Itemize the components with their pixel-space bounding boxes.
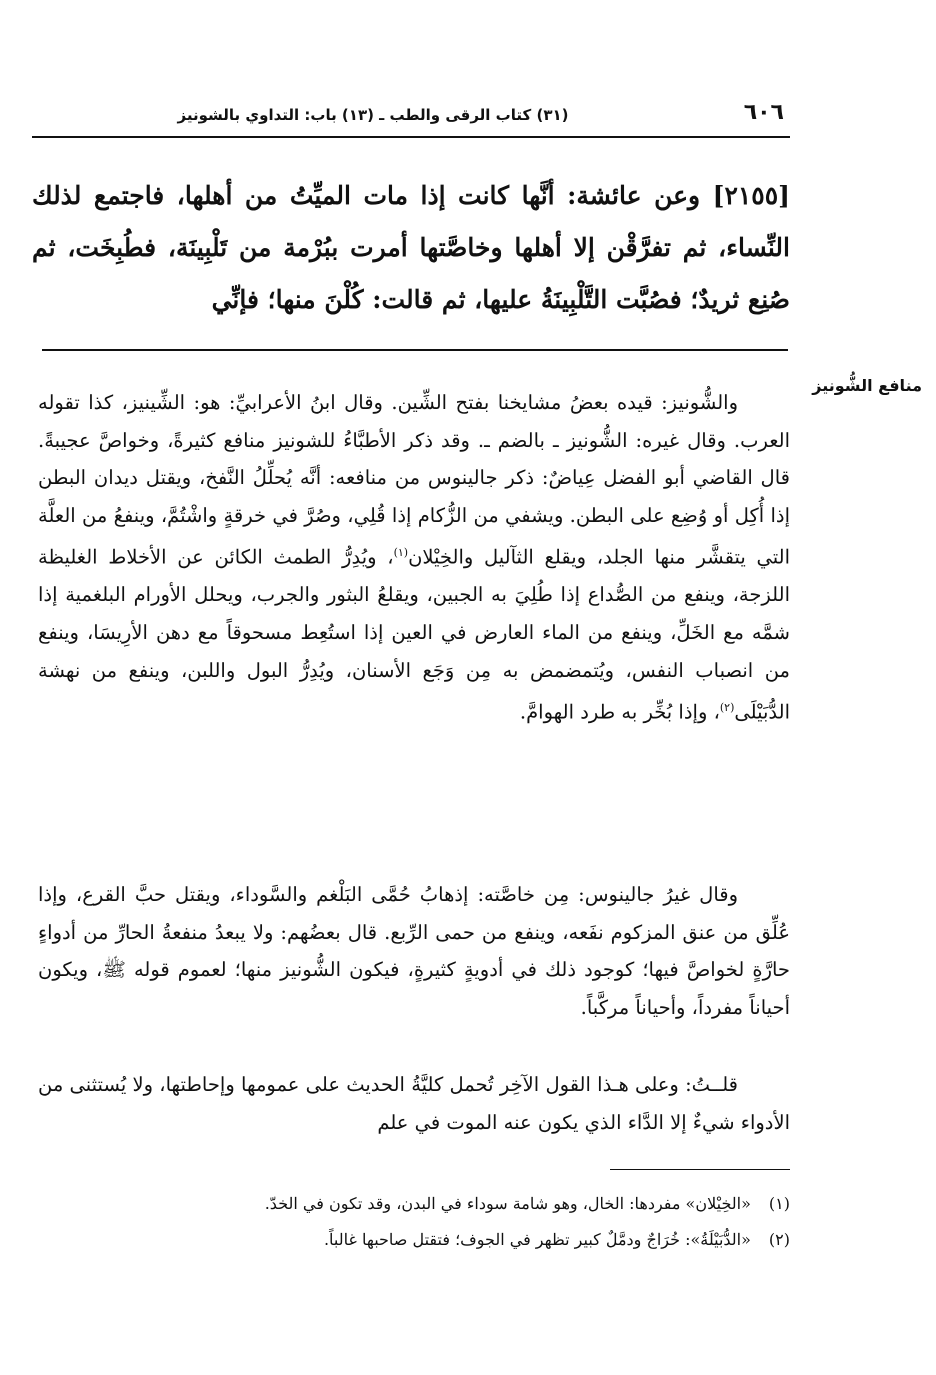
footnote-number: (١) (768, 1194, 790, 1213)
running-title: (٣١) كتاب الرقى والطب ـ (١٣) باب: التداوي بالشونيز (177, 106, 569, 124)
footnote-number: (٢) (768, 1230, 790, 1249)
commentary-paragraph-2: وقال غيرُ جالينوس: مِن خاصَّته: إذهابُ حُمَّى البَلْغم والسَّوداء، ويقتل حبَّ القرع، وإذا عُلِّق من عنق المزكوم نفَعه، وينفع من حمى الرِّبع. قال بعضُهم: ولا يبعدُ منفعةُ الحارِّ من أدواءٍ حارَّةٍ لخواصَّ فيها؛ كوجود ذلك في أدويةٍ كثيرةٍ، فيكون الشُّونيز منها؛ لعموم قوله ﷺ، ويكون أحياناً مفرداً، وأحياناً مركَّباً. (38, 883, 790, 1019)
commentary-text: والشُّونيز: قيده بعضُ مشايخنا بفتح الشِّين. وقال ابنُ الأعرابيِّ: هو: الشِّينيز، كذا تقوله العرب. وقال غيره: الشُّونيز ـ بالضم ـ. وقد ذكر الأطبَّاءُ للشونيز منافع كثيرةً، وخواصَّ عجيبةً. قال القاضي أبو الفضل عِياضٌ: ذكر جالينوس من منافعه: أنَّه يُحلِّلُ النَّفخ، ويقتل ديدان البطن إذا أُكِل أو وُضِع على البطن. ويشفي من الزُّكام إذا قُلِي، وصُرَّ في خرقةٍ واشْتُمَّ، وينفعُ من العلَّة التي يتقشَّر منها الجلد، ويقلع الثآليل والخِيْلان (38, 391, 790, 569)
footnote-text: «الخِيْلان» مفردها: الخال، وهو شامة سوداء في البدن، وقد تكون في الخدّ. (264, 1194, 751, 1213)
header-rule (32, 136, 790, 138)
commentary-paragraph-1 (38, 384, 790, 731)
commentary-text: ، وإذا بُخِّر به طرد الهوامَّ. (519, 700, 720, 724)
hadith-text: [٢١٥٥] وعن عائشة: أنَّها كانت إذا مات الميِّتُ من أهلها، فاجتمع لذلك النِّساء، ثم تفرَّقْن إلا أهلها وخاصَّتها أمرت ببُرْمة من تَلْبِينَة، فطُبِخَت، ثم صُنِع ثريدٌ؛ فصُبَّت التَّلْبِينَةُ عليها، ثم قالت: كُلْنَ منها؛ فإنِّي (32, 181, 790, 314)
footnote-1 (100, 1190, 790, 1218)
commentary-paragraph-3: قلــتُ: وعلى هـذا القول الآخِر تُحمل كليَّةُ الحديث على عمومها وإحاطتها، ولا يُستثنى من الأدواء شيءٌ إلا الدَّاء الذي يكون عنه الموت في علم (38, 1073, 790, 1134)
page-header (32, 100, 790, 140)
margin-note: منافع الشُّونيز (812, 376, 922, 395)
footnote-ref-2: (٢) (719, 701, 735, 715)
page-number: ٦٠٦ (743, 100, 784, 125)
section-divider (42, 349, 788, 351)
footnote-text: «الدُّبَيْلَةُ»: خُرَاجٌ ودمَّلٌ كبير تظهر في الجوف؛ فتقتل صاحبها غالباً. (323, 1230, 751, 1249)
footnote-ref-1: (١) (393, 546, 409, 560)
footnote-2 (100, 1226, 790, 1254)
footnote-rule (610, 1169, 790, 1170)
commentary-text: ، ويُدِرُّ الطمث الكائن عن الأخلاط الغليظة اللزجة، وينفع من الصُّداع إذا طُلِيَ به الجبين، ويقلعُ البثور والجرب، ويحلل الأورام البلغمية إذا شمَّه مع الخَلِّ، وينفع من الماء العارض في العين إذا استُعِط مسحوقاً مع دهن الأرِيسَا، وينفع من انصباب النفس، ويُتمضمض به مِن وَجَع الأسنان، ويُدِرُّ البول واللبن، وينفع من نهشة الدُّبَيْلَى (38, 545, 790, 724)
